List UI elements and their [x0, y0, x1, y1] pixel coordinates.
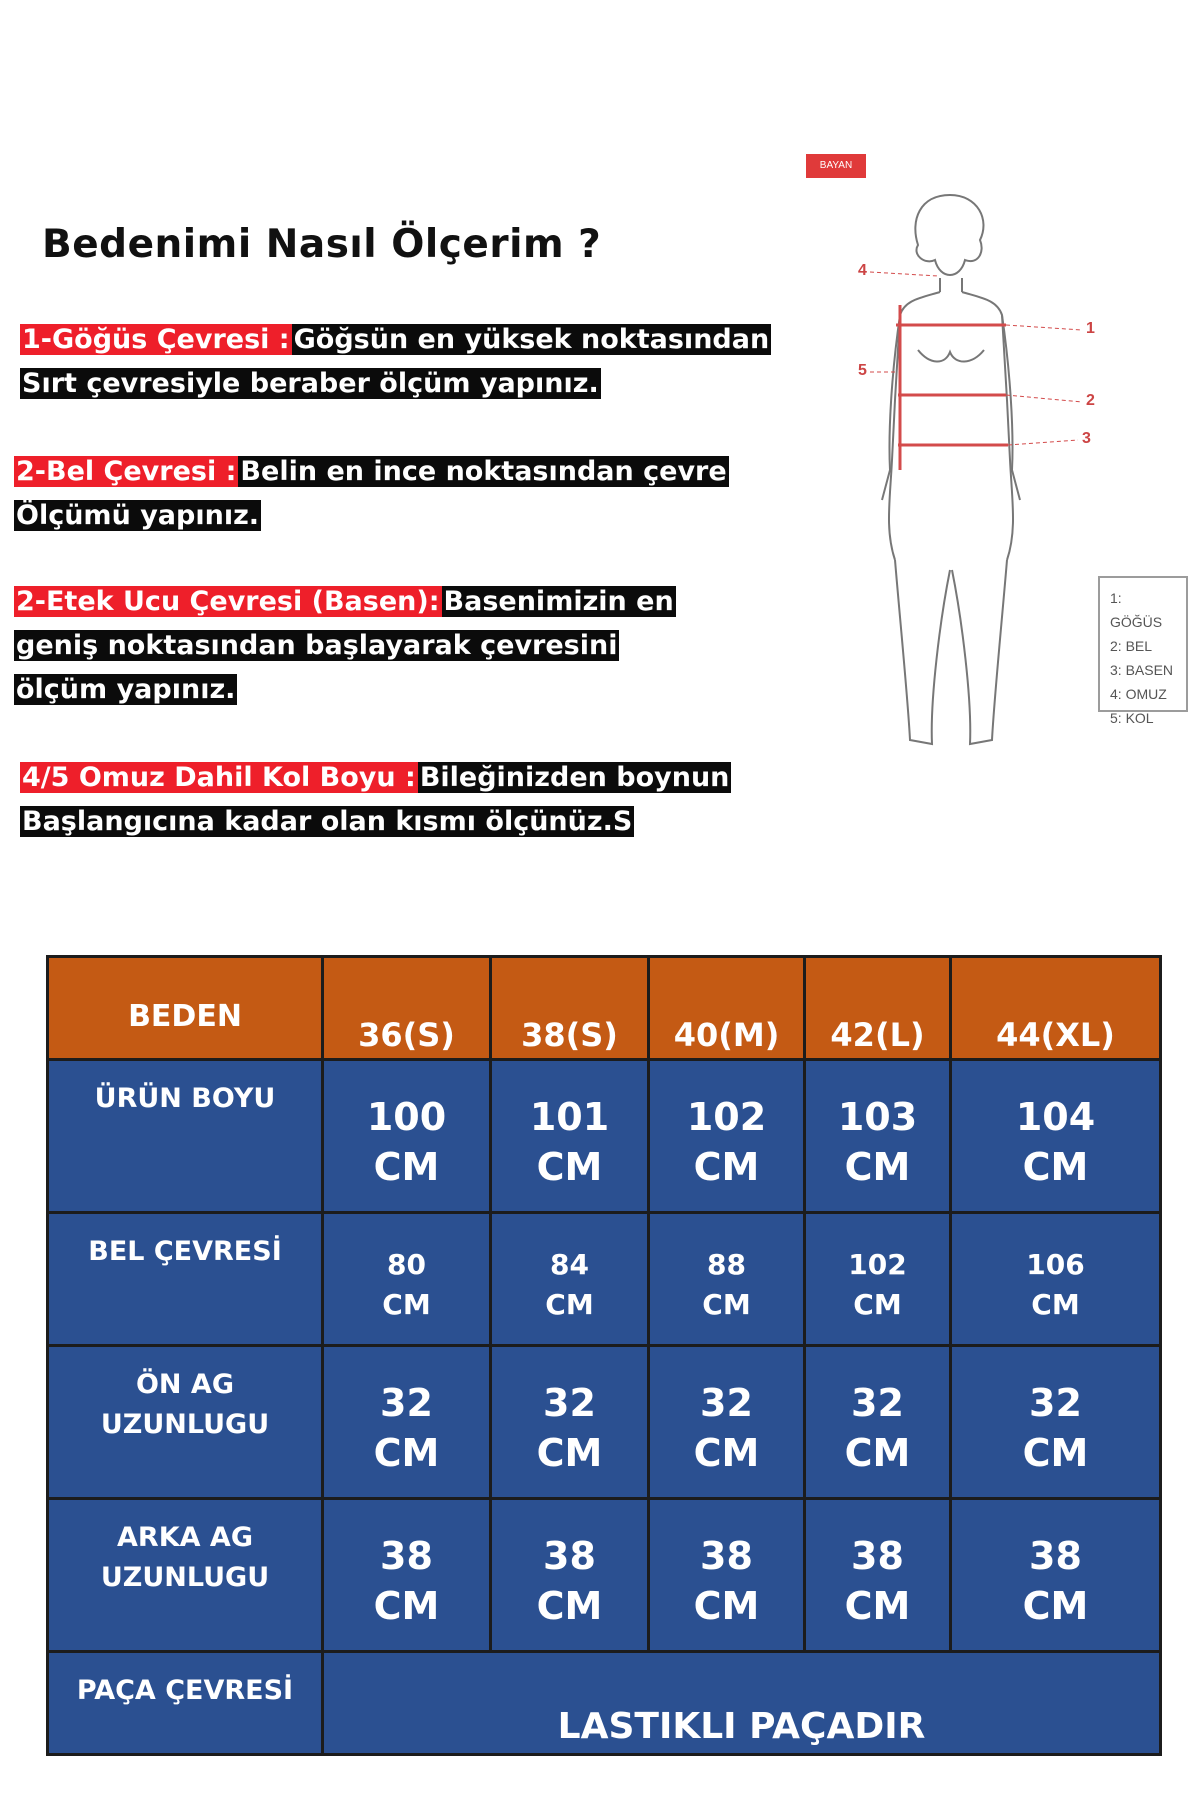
table-cell: 32 CM: [323, 1346, 491, 1499]
header-cell-beden: BEDEN: [48, 957, 323, 1060]
table-cell: 102 CM: [805, 1213, 951, 1346]
instruction-label: 1-Göğüs Çevresi :: [22, 324, 290, 355]
row-label: PAÇA ÇEVRESİ: [48, 1652, 323, 1755]
table-cell: 103 CM: [805, 1060, 951, 1213]
table-cell: 100 CM: [323, 1060, 491, 1213]
marker-label: 2: [1086, 392, 1095, 409]
table-cell: 38 CM: [951, 1499, 1161, 1652]
marker-label: 4: [858, 262, 867, 279]
figure-tag: BAYAN: [806, 154, 866, 178]
legend-item: 4: OMUZ: [1110, 686, 1167, 702]
instruction-chest: [20, 318, 771, 406]
table-cell: 38 CM: [323, 1499, 491, 1652]
header-cell-size: 38(S): [491, 957, 649, 1060]
merged-cell: LASTIKLI PAÇADIR: [323, 1652, 1161, 1755]
instruction-label: 4/5 Omuz Dahil Kol Boyu :: [22, 762, 416, 793]
table-cell: 38 CM: [649, 1499, 805, 1652]
instruction-hip: [14, 580, 676, 712]
header-cell-size: 36(S): [323, 957, 491, 1060]
table-cell: 32 CM: [491, 1346, 649, 1499]
page-title: Bedenimi Nasıl Ölçerim ?: [42, 222, 602, 267]
instruction-text: Belin en ince noktasından çevre: [240, 456, 727, 487]
table-row: [48, 1060, 1161, 1213]
header-cell-size: 40(M): [649, 957, 805, 1060]
instruction-text: ölçüm yapınız.: [16, 674, 236, 705]
instruction-label: 2-Etek Ucu Çevresi (Basen):: [16, 586, 440, 617]
legend-item: 1: GÖĞÜS: [1110, 590, 1163, 630]
instruction-text: Ölçümü yapınız.: [16, 500, 260, 531]
body-measurement-figure: [800, 140, 1200, 760]
table-cell: 32 CM: [805, 1346, 951, 1499]
table-cell: 38 CM: [805, 1499, 951, 1652]
instruction-waist: [14, 450, 729, 538]
table-cell: 80 CM: [323, 1213, 491, 1346]
table-cell: 104 CM: [951, 1060, 1161, 1213]
figure-legend: [1098, 576, 1188, 726]
table-cell: 32 CM: [951, 1346, 1161, 1499]
marker-label: 5: [858, 362, 867, 379]
table-cell: 38 CM: [491, 1499, 649, 1652]
row-label: ARKA AG UZUNLUGU: [48, 1499, 323, 1652]
table-header-row: [48, 957, 1161, 1060]
instruction-text: Göğsün en yüksek noktasından: [293, 324, 770, 355]
body-outline-icon: [800, 140, 1100, 760]
table-row: [48, 1652, 1161, 1755]
size-chart-table: [46, 955, 1162, 1756]
row-label: ÜRÜN BOYU: [48, 1060, 323, 1213]
legend-item: 3: BASEN: [1110, 662, 1174, 678]
legend-item: 5: KOL: [1110, 710, 1154, 726]
row-label: BEL ÇEVRESİ: [48, 1213, 323, 1346]
instruction-text: Sırt çevresiyle beraber ölçüm yapınız.: [22, 368, 599, 399]
marker-label: 3: [1082, 430, 1091, 447]
table-cell: 88 CM: [649, 1213, 805, 1346]
table-cell: 106 CM: [951, 1213, 1161, 1346]
table-row: [48, 1346, 1161, 1499]
header-cell-size: 44(XL): [951, 957, 1161, 1060]
marker-label: 1: [1086, 320, 1095, 337]
instruction-label: 2-Bel Çevresi :: [16, 456, 237, 487]
instruction-sleeve: [20, 756, 731, 844]
instruction-text: Basenimizin en: [443, 586, 674, 617]
table-row: [48, 1499, 1161, 1652]
table-cell: 101 CM: [491, 1060, 649, 1213]
header-cell-size: 42(L): [805, 957, 951, 1060]
instruction-text: geniş noktasından başlayarak çevresini: [16, 630, 618, 661]
row-label: ÖN AG UZUNLUGU: [48, 1346, 323, 1499]
table-cell: 84 CM: [491, 1213, 649, 1346]
legend-item: 2: BEL: [1110, 638, 1153, 654]
table-row: [48, 1213, 1161, 1346]
instruction-text: Bileğinizden boynun: [419, 762, 730, 793]
instruction-text: Başlangıcına kadar olan kısmı ölçünüz.S: [22, 806, 633, 837]
table-cell: 32 CM: [649, 1346, 805, 1499]
table-cell: 102 CM: [649, 1060, 805, 1213]
